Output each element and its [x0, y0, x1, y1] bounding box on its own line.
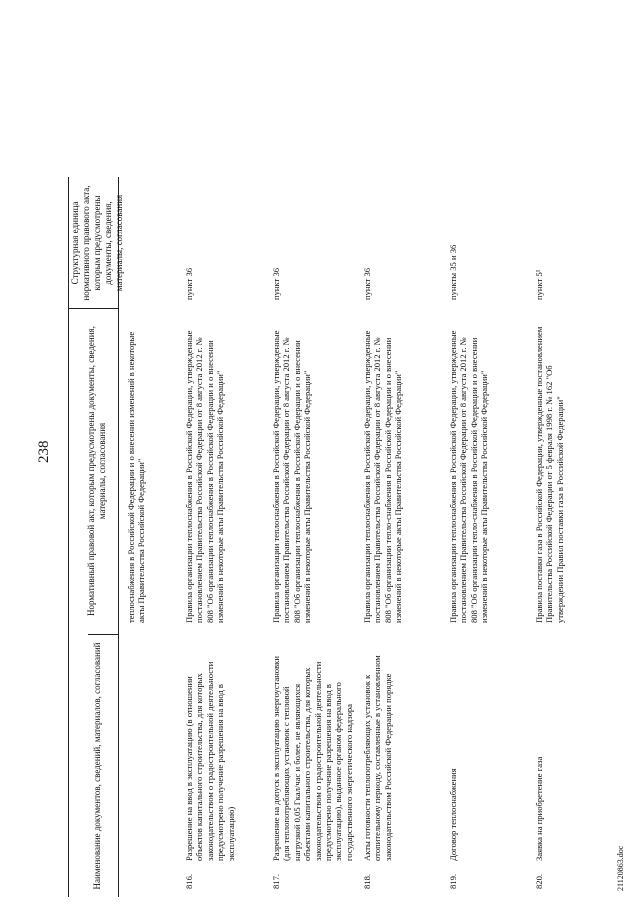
row-document-name: Заявка на приобретение газа [534, 756, 544, 861]
table-row [271, 0, 359, 905]
header-unit: Структурная единица нормативного правового акта, которым предусмотрены документы, сведения, материалы, согласования [70, 185, 124, 301]
row-legal-act: Правила поставки газа в Российской Федерации, утвержденные постановлением Правительства Российской Федерации от 5 февраля 1998 г. № 162 "Об утверждении Правил поставки газа в Российской Федерации" [534, 326, 565, 623]
row-structural-unit: пункт 5¹ [534, 269, 544, 300]
header-act: Нормативный правовой акт, которым предусмотрены документы, сведения, материалы, согласования [86, 326, 107, 616]
row-legal-act: Правила организации теплоснабжения в Российской Федерации, утвержденные постановлением Правительства Российской Федерации от 8 августа 2012 г. № 808 "Об организации тепло-снабжения в Российской Федерации и о внесении изменений в некоторые акты Правительства Российской Федерации" [362, 330, 404, 623]
row-number: 818. [362, 873, 372, 889]
row-structural-unit: пункт 36 [362, 267, 372, 300]
header-divider-2 [68, 308, 118, 309]
row-structural-unit: пункт 36 [271, 267, 281, 300]
row-number: 817. [271, 873, 281, 889]
row-structural-unit: пункт 36 [184, 267, 194, 300]
file-name-footer: 21120863.doc [616, 845, 625, 891]
row-document-name: Разрешение на ввод в эксплуатацию (в отношении объектов капитального строительства, для которых законодательством о градостроительной деятельности предусмотрено получение разрешения на ввод в эксплуатацию) [184, 661, 236, 861]
row-number: 820. [534, 873, 544, 889]
header-divider-1 [88, 634, 118, 635]
row-document-name: Договор теплоснабжения [448, 768, 458, 861]
page-number: 238 [36, 440, 52, 463]
row-number: 819. [448, 873, 458, 889]
header-top-rule [68, 177, 69, 897]
row-legal-act: Правила организации теплоснабжения в Российской Федерации, утвержденные постановлением Правительства Российской Федерации от 8 августа 2012 г. № 808 "Об организации тепло-снабжения в Российской Федерации и о внесении изменений в некоторые акты Правительства Российской Федерации" [448, 330, 490, 623]
row-number: 816. [184, 873, 194, 889]
table-row [534, 0, 622, 905]
row-legal-act: Правила организации теплоснабжения в Российской Федерации, утвержденные постановлением Правительства Российской Федерации от 8 августа 2012 г. № 808 "Об организации теплоснабжения в Российской Федерации и о внесении изменений в некоторые акты Правительства Российской Федерации" [271, 330, 313, 623]
row-document-name: Акты готовности теплопотребляющих установок к отопительному периоду, составленные в установленном законодательством Российской Федерации порядке [362, 655, 393, 861]
continuation-text: теплоснабжения в Российской Федерации и о внесении изменений в некоторые акты Правительства Российской Федерации" [126, 331, 147, 623]
row-document-name: Разрешение на допуск в эксплуатацию энергоустановки (для теплопотребляющих установок с тепловой нагрузкой 0,05 Гкал/час и более, не являющихся объектами капитального строительства, для которых законодательством о градостроительной деятельности предусмотрено получение разрешения на ввод в эксплуатацию), выданное органом федерального государственного энергетического надзора [271, 656, 354, 861]
header-name: Наименование документов, сведений, материалов, согласований [92, 642, 102, 890]
row-structural-unit: пункты 35 и 36 [448, 244, 458, 300]
table-row [362, 0, 450, 905]
row-legal-act: Правила организации теплоснабжения в Российской Федерации, утвержденные постановлением Правительства Российской Федерации от 8 августа 2012 г. № 808 "Об организации теплоснабжения в Российской Федерации и о внесении изменений в некоторые акты Правительства Российской Федерации" [184, 330, 226, 623]
table-row [448, 0, 536, 905]
table-row [184, 0, 272, 905]
